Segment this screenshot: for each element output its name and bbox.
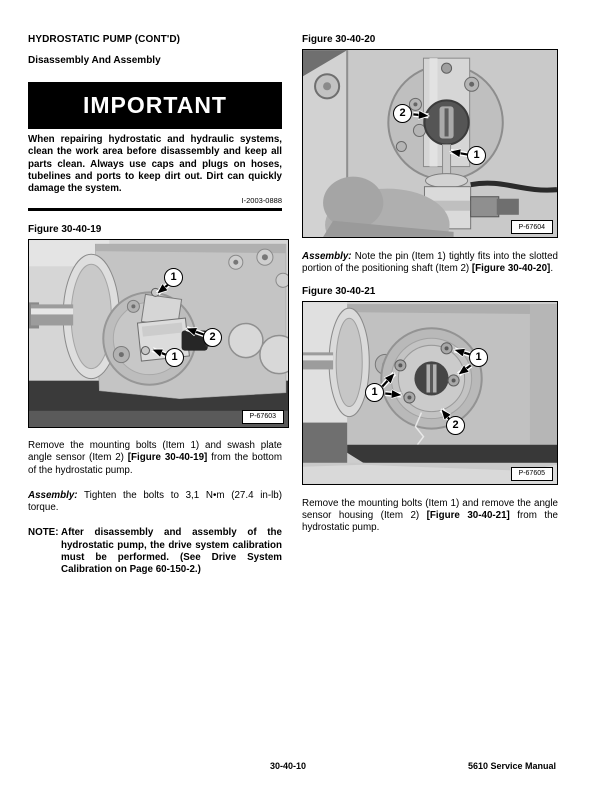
important-title: IMPORTANT <box>82 92 227 118</box>
callout-item-1: 1 <box>469 348 488 367</box>
right-column <box>302 0 558 534</box>
note-paragraph <box>28 527 282 576</box>
body-text: from the bottom of the hydrostatic pump. <box>28 452 282 476</box>
footer-page-number: 30-40-10 <box>269 761 307 771</box>
callout-item-2: 2 <box>393 104 412 123</box>
figure-reference: [Figure 30-40-19] <box>127 452 208 464</box>
important-box <box>28 82 282 129</box>
remove-housing-paragraph <box>302 498 558 535</box>
pump-swash-plate-sensor-illustration <box>29 240 288 427</box>
note-label: NOTE: <box>28 527 59 539</box>
warning-reference-code: I-2003-0888 <box>241 196 282 206</box>
footer-manual-name: 5610 Service Manual <box>467 761 556 771</box>
photo-id-label: P-67605 <box>511 467 553 481</box>
figure-reference: [Figure 30-40-21] <box>426 509 510 521</box>
body-text: Tighten the bolts to 3,1 N•m (27.4 in-lb) torque. <box>28 489 282 514</box>
assembly-paragraph <box>28 490 282 515</box>
callout-item-2: 2 <box>203 328 222 347</box>
figure-reference: [Figure 30-40-20] <box>471 263 551 275</box>
body-text: Remove the mounting bolts (Item 1) and remove the angle sensor housing (Item 2) <box>302 497 558 521</box>
divider-rule <box>28 208 282 211</box>
section-heading: HYDROSTATIC PUMP (CONT'D) <box>28 34 181 45</box>
figure-21-photo <box>302 301 558 485</box>
photo-id-label: P-67603 <box>242 410 284 424</box>
callout-item-1: 1 <box>164 268 183 287</box>
assembly-paragraph <box>302 251 558 276</box>
left-column <box>28 0 282 577</box>
body-text: Note the pin (Item 1) tightly fits into the slotted portion of the positioning shaft (Item 2) <box>302 251 558 275</box>
note-text: After disassembly and assembly of the hydrostatic pump, the drive system calibration must be performed. (See Drive System Calibration on Page 60-150-2.) <box>61 527 282 576</box>
photo-id-label: P-67604 <box>511 220 553 234</box>
figure-21-label: Figure 30-40-21 <box>302 285 376 297</box>
body-text: Remove the mounting bolts (Item 1) and swash plate angle sensor (Item 2) <box>28 439 282 464</box>
remove-bolts-paragraph <box>28 440 282 477</box>
callout-item-1: 1 <box>365 383 384 402</box>
angle-sensor-housing-illustration <box>303 302 557 484</box>
body-text: from the hydrostatic pump. <box>302 509 558 534</box>
callout-item-2: 2 <box>446 416 465 435</box>
figure-20-photo <box>302 49 558 238</box>
callout-item-1: 1 <box>467 146 486 165</box>
figure-19-label: Figure 30-40-19 <box>28 223 102 235</box>
assembly-label: Assembly: <box>302 251 352 262</box>
warning-paragraph: When repairing hydrostatic and hydraulic systems, clean the work area before disassembly and keep all parts clean. Always use caps and plugs on hoses, tubelines and ports to keep dirt out. Dirt can quickly damage the system. <box>28 134 282 195</box>
callout-item-1: 1 <box>165 348 184 367</box>
body-text: . <box>550 263 554 275</box>
assembly-label: Assembly: <box>28 489 78 501</box>
figure-19-photo <box>28 239 289 428</box>
section-subheading: Disassembly And Assembly <box>28 55 161 66</box>
positioning-shaft-pin-illustration <box>303 50 557 237</box>
figure-20-label: Figure 30-40-20 <box>302 34 376 45</box>
